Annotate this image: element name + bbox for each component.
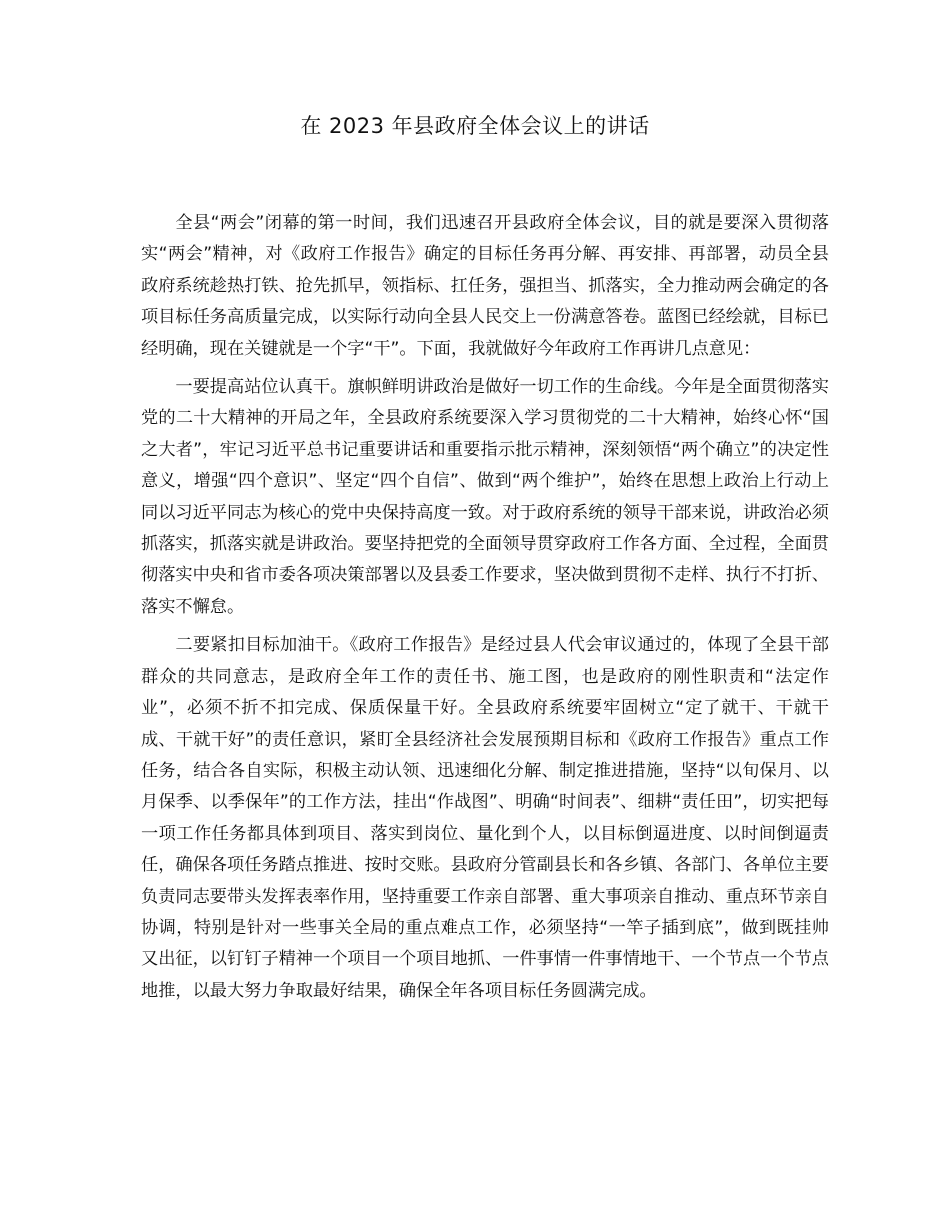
paragraph-point-two: 二要紧扣目标加油干。《政府工作报告》是经过县人代会审议通过的，体现了全县干部群众的共同意志，是政府全年工作的责任书、施工图，也是政府的刚性职责和“法定作业”，必须不折不扣完成、保质保量干好。全县政府系统要牢固树立“定了就干、干就干成、干就干好”的责任意识，紧盯全县经济社会发展预期目标和《政府工作报告》重点工作任务，结合各自实际，积极主动认领、迅速细化分解、制定推进措施，坚持“以旬保月、以月保季、以季保年”的工作方法，挂出“作战图”、明确“时间表”、细耕“责任田”，切实把每一项工作任务都具体到项目、落实到岗位、量化到个人，以目标倒逼进度、以时间倒逼责任，确保各项任务踏点推进、按时交账。县政府分管副县长和各乡镇、各部门、各单位主要负责同志要带头发挥表率作用，坚持重要工作亲自部署、重大事项亲自推动、重点环节亲自协调，特别是针对一些事关全局的重点难点工作，必须坚持“一竿子插到底”，做到既挂帅又出征，以钉钉子精神一个项目一个项目地抓、一件事情一件事情地干、一个节点一个节点地推，以最大努力争取最好结果，确保全年各项目标任务圆满完成。	[141, 635, 829, 1001]
paragraph-point-one: 一要提高站位认真干。旗帜鲜明讲政治是做好一切工作的生命线。今年是全面贯彻落实党的二十大精神的开局之年，全县政府系统要深入学习贯彻党的二十大精神，始终心怀“国之大者”，牢记习近平总书记重要讲话和重要指示批示精神，深刻领悟“两个确立”的决定性意义，增强“四个意识”、坚定“四个自信”、做到“两个维护”，始终在思想上政治上行动上同以习近平同志为核心的党中央保持高度一致。对于政府系统的领导干部来说，讲政治必须抓落实，抓落实就是讲政治。要坚持把党的全面领导贯穿政府工作各方面、全过程，全面贯彻落实中央和省市委各项决策部署以及县委工作要求，坚决做到贯彻不走样、执行不打折、落实不懈怠。	[141, 377, 829, 617]
document-body	[141, 208, 829, 1014]
paragraph-intro: 全县“两会”闭幕的第一时间，我们迅速召开县政府全体会议，目的就是要深入贯彻落实“两会”精神，对《政府工作报告》确定的目标任务再分解、再安排、再部署，动员全县政府系统趁热打铁、抢先抓早，领指标、扛任务，强担当、抓落实，全力推动两会确定的各项目标任务高质量完成，以实际行动向全县人民交上一份满意答卷。蓝图已经绘就，目标已经明确，现在关键就是一个字“干”。下面，我就做好今年政府工作再讲几点意见：	[141, 213, 829, 359]
document-title: 在 2023 年县政府全体会议上的讲话	[300, 114, 650, 138]
